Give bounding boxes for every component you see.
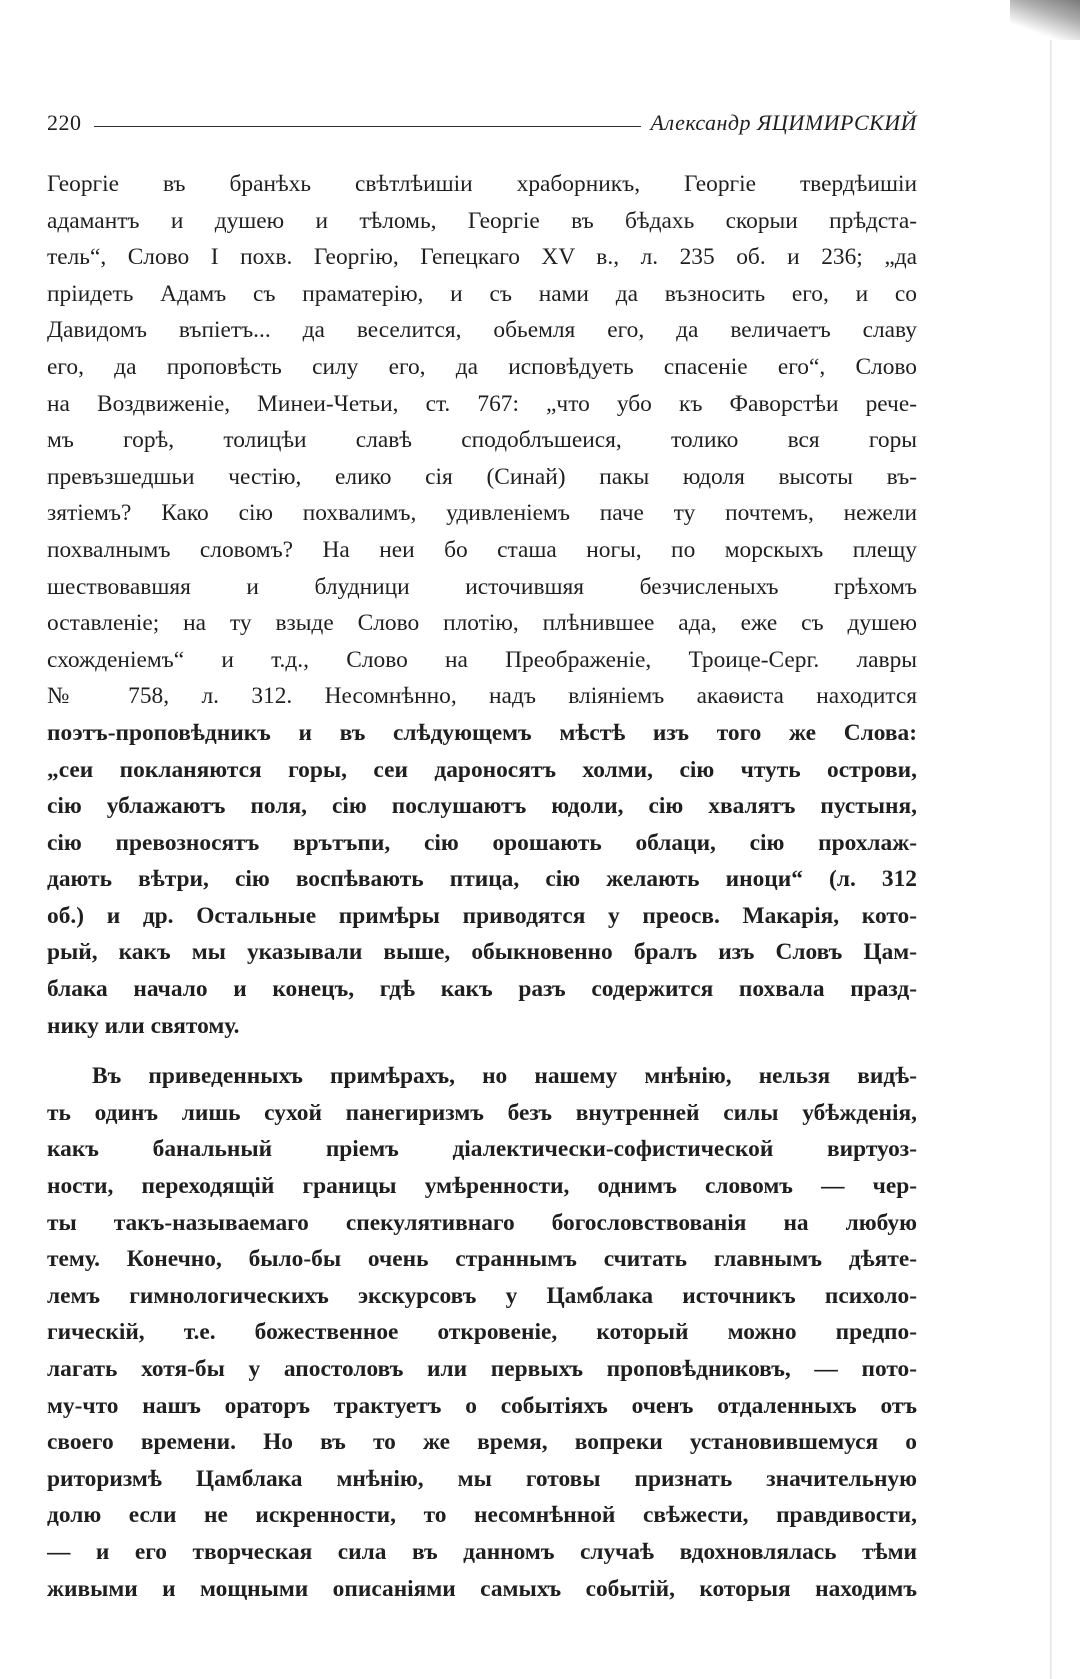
text-line: превъзшедшьи честію, елико сія (Синай) пакы юдоля высоты въ- bbox=[47, 463, 917, 490]
text-line: риторизмѣ Цамблака мнѣнію, мы готовы признать значительную bbox=[47, 1465, 917, 1492]
text-line: зятіемъ? Како сію похвалимъ, удивленіемъ паче ту почтемъ, нежели bbox=[47, 500, 917, 527]
text-line: какъ банальный пріемъ діалектически-софистической виртуоз- bbox=[47, 1136, 917, 1163]
text-line: своего времени. Но въ то же время, вопреки установившемуся о bbox=[47, 1429, 917, 1456]
text-line: поэтъ-проповѣдникъ и въ слѣдующемъ мѣстѣ изъ того же Слова: bbox=[47, 719, 917, 746]
text-line: адамантъ и душею и тѣломь, Георгіе въ бѣдахь скорыи прѣдста- bbox=[47, 207, 917, 234]
text-line: — и его творческая сила въ данномъ случаѣ вдохновлялась тѣми bbox=[47, 1538, 917, 1565]
header-rule bbox=[94, 126, 641, 127]
text-line: долю если не искренности, то несомнѣнной свѣжести, правдивости, bbox=[47, 1502, 917, 1529]
text-line: на Воздвиженіе, Минеи-Четьи, ст. 767: „что убо къ Фаворстѣи рече- bbox=[47, 390, 917, 417]
text-line: лемъ гимнологическихъ экскурсовъ у Цамблака источникъ психоло- bbox=[47, 1282, 917, 1309]
text-line: ности, переходящій границы умѣренности, однимъ словомъ — чер- bbox=[47, 1173, 917, 1200]
text-line: сію ублажаютъ поля, сію послушаютъ юдоли, сію хвалятъ пустыня, bbox=[47, 793, 917, 820]
text-line: лагать хотя-бы у апостоловъ или первыхъ проповѣдниковъ, — пото- bbox=[47, 1356, 917, 1382]
page-header bbox=[47, 103, 917, 143]
text-line: живыми и мощными описаніями самыхъ событій, которыя находимъ bbox=[47, 1575, 917, 1602]
text-line: Давидомъ въпіетъ... да веселится, обьемля его, да величаетъ славу bbox=[47, 317, 917, 344]
running-title: Александр ЯЦИМИРСКИЙ bbox=[650, 110, 917, 135]
text-line: об.) и др. Остальные примѣры приводятся у преосв. Макарія, кото- bbox=[47, 902, 917, 929]
text-line: му-что нашъ ораторъ трактуетъ о событіяхъ оченъ отдаленныхъ отъ bbox=[47, 1392, 917, 1419]
text-line: его, да проповѣсть силу его, да исповѣдуеть спасеніе его“, Слово bbox=[47, 353, 917, 380]
text-line: тель“, Слово І похв. Георгію, Гепецкаго XV в., л. 235 об. и 236; „да bbox=[47, 244, 917, 271]
body-text bbox=[47, 166, 917, 1607]
text-line: рый, какъ мы указывали выше, обыкновенно бралъ изъ Словъ Цам- bbox=[47, 939, 917, 966]
paragraph bbox=[47, 166, 917, 1044]
text-line: оставленіе; на ту взыде Слово плотію, плѣнившее ада, еже съ душею bbox=[47, 610, 917, 637]
text-line: блака начало и конецъ, гдѣ какъ разъ содержится похвала празд- bbox=[47, 976, 917, 1003]
text-line: № 758, л. 312. Несомнѣнно, надъ вліяніемъ акаѳиста находится bbox=[47, 683, 917, 710]
text-line: пріидеть Адамъ съ праматерію, и съ нами да възносить его, и со bbox=[47, 280, 917, 307]
scan-shadow bbox=[1010, 0, 1080, 40]
text-line: мъ горѣ, толицѣи славѣ сподоблъшеися, толико вся горы bbox=[47, 427, 917, 454]
paragraph bbox=[47, 1058, 917, 1607]
text-line: Въ приведенныхъ примѣрахъ, но нашему мнѣнію, нельзя видѣ- bbox=[92, 1063, 917, 1090]
text-line: ты такъ-называемаго спекулятивнаго богословствованія на любую bbox=[47, 1209, 917, 1236]
text-line: дають вѣтри, сію воспѣвають птица, сію желають иноци“ (л. 312 bbox=[47, 866, 917, 893]
text-line: похвалнымъ словомъ? На неи бо сташа ногы, по морскыхъ плещу bbox=[47, 536, 917, 563]
text-line: ть одинъ лишь сухой панегиризмъ безъ внутренней силы убѣжденія, bbox=[47, 1099, 917, 1126]
text-line: Георгіе въ бранѣхь свѣтлѣишіи храборникъ, Георгіе твердѣишіи bbox=[47, 171, 917, 197]
page-number: 220 bbox=[47, 110, 82, 135]
text-line: гическій, т.е. божественное откровеніе, который можно предпо- bbox=[47, 1319, 917, 1346]
text-line: схожденіемъ“ и т.д., Слово на Преображеніе, Троице-Серг. лавры bbox=[47, 646, 917, 673]
text-line: „сеи покланяются горы, сеи дароносятъ холми, сію чтуть острови, bbox=[47, 756, 917, 783]
text-line: тему. Конечно, было-бы очень страннымъ считать главнымъ дѣяте- bbox=[47, 1246, 917, 1273]
text-line: шествовавшяя и блудници источившяя безчисленыхъ грѣхомъ bbox=[47, 573, 917, 600]
text-line: нику или святому. bbox=[47, 1012, 240, 1039]
text-line: сію превозносятъ врътъпи, сію орошають облаци, сію прохлаж- bbox=[47, 829, 917, 856]
page-edge bbox=[1050, 40, 1052, 1679]
